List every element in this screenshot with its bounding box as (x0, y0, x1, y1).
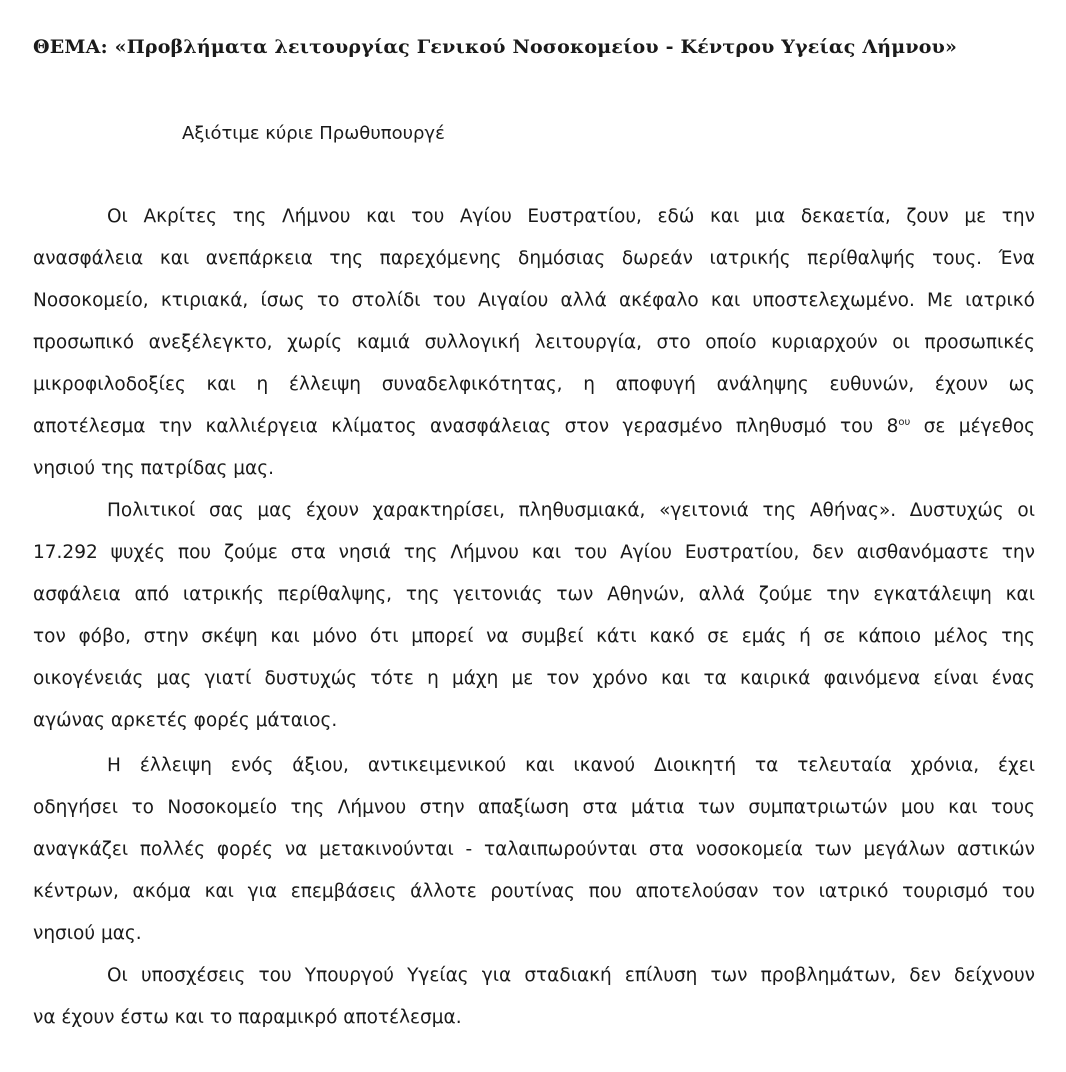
text-line: Πολιτικοί σας μας έχουν χαρακτηρίσει, πληθυσμιακά, «γειτονιά της Αθήνας». Δυστυχώς οι (107, 500, 1035, 521)
text-line: κέντρων, ακόμα και για επεμβάσεις άλλοτε ρουτίνας που αποτελούσαν τον ιατρικό τουρισμό του (33, 881, 1035, 902)
text-segment: αποτέλεσμα την καλλιέργεια κλίματος ανασφάλειας στον γερασμένο πληθυσμό του 8 (33, 416, 899, 437)
text-line: οικογένειάς μας γιατί δυστυχώς τότε η μάχη με τον χρόνο και τα καιρικά φαινόμενα είναι ένας (33, 668, 1035, 689)
text-line: Νοσοκομείο, κτιριακά, ίσως το στολίδι του Αιγαίου αλλά ακέφαλο και υποστελεχωμένο. Με ιατρικό (33, 290, 1035, 311)
salutation: Αξιότιμε κύριε Πρωθυπουργέ (182, 123, 445, 144)
paragraph-2 (33, 490, 1035, 742)
text-line: Οι υποσχέσεις του Υπουργού Υγείας για σταδιακή επίλυση των προβλημάτων, δεν δείχνουν (107, 965, 1035, 986)
text-line: αγώνας αρκετές φορές μάταιος. (33, 710, 338, 731)
text-line: Οι Ακρίτες της Λήμνου και του Αγίου Ευστρατίου, εδώ και μια δεκαετία, ζουν με την (107, 206, 1035, 227)
text-line: Η έλλειψη ενός άξιου, αντικειμενικού και ικανού Διοικητή τα τελευταία χρόνια, έχει (107, 755, 1035, 776)
paragraph-1 (33, 196, 1035, 490)
text-line: νησιού της πατρίδας μας. (33, 458, 274, 479)
text-line: 17.292 ψυχές που ζούμε στα νησιά της Λήμνου και του Αγίου Ευστρατίου, δεν αισθανόμαστε την (33, 542, 1035, 563)
text-line: ασφάλεια από ιατρικής περίθαλψης, της γειτονιάς των Αθηνών, αλλά ζούμε την εγκατάλειψη και (33, 584, 1035, 605)
text-line-with-superscript (33, 406, 1035, 448)
subject-heading: ΘΕΜΑ: «Προβλήματα λειτουργίας Γενικού Νοσοκομείου - Κέντρου Υγείας Λήμνου» (33, 36, 958, 58)
text-line: προσωπικό ανεξέλεγκτο, χωρίς καμιά συλλογική λειτουργία, στο οποίο κυριαρχούν οι προσωπικές (33, 332, 1035, 353)
text-segment: σε μέγεθος (910, 416, 1035, 437)
text-line: τον φόβο, στην σκέψη και μόνο ότι μπορεί να συμβεί κάτι κακό σε εμάς ή σε κάποιο μέλος της (33, 626, 1035, 647)
text-line: να έχουν έστω και το παραμικρό αποτέλεσμα. (33, 1007, 462, 1028)
paragraph-3 (33, 745, 1035, 955)
text-line: νησιού μας. (33, 923, 142, 944)
ordinal-superscript: ου (898, 416, 911, 428)
text-line: οδηγήσει το Νοσοκομείο της Λήμνου στην απαξίωση στα μάτια των συμπατριωτών μου και τους (33, 797, 1035, 818)
text-line: μικροφιλοδοξίες και η έλλειψη συναδελφικότητας, η αποφυγή ανάληψης ευθυνών, έχουν ως (33, 374, 1035, 395)
text-line: ανασφάλεια και ανεπάρκεια της παρεχόμενης δημόσιας δωρεάν ιατρικής περίθαλψής τους. Ένα (33, 248, 1035, 269)
paragraph-4 (33, 955, 1035, 1039)
text-line: αναγκάζει πολλές φορές να μετακινούνται - ταλαιπωρούνται στα νοσοκομεία των μεγάλων αστικών (33, 839, 1035, 860)
